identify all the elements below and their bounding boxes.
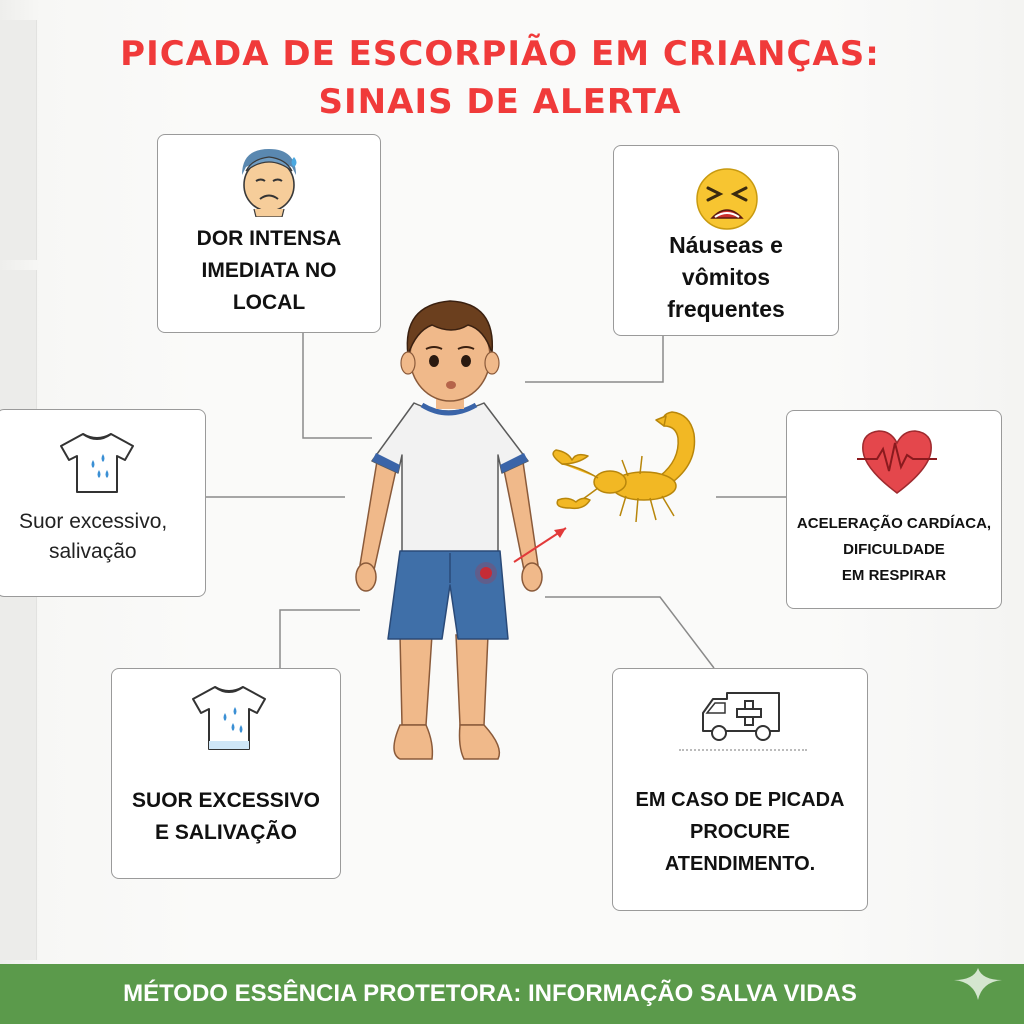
footer-text: MÉTODO ESSÊNCIA PROTETORA: INFORMAÇÃO SALVA VIDAS [123, 980, 857, 1007]
card-sweat-left-line-2: salivação [49, 540, 137, 563]
card-heart [786, 410, 1002, 609]
card-help-line-2: PROCURE [689, 821, 790, 843]
sparkle-icon [952, 966, 1004, 1002]
title-line-1: PICADA DE ESCORPIÃO EM CRIANÇAS: [120, 34, 880, 74]
card-pain-line-1: DOR INTENSA [196, 227, 342, 250]
card-sweat-left-line-1: Suor excessivo, [19, 510, 168, 533]
card-help-line-3: ATENDIMENTO. [664, 853, 816, 875]
card-pain [157, 134, 381, 333]
card-heart-line-2: DIFICULDADE [843, 541, 945, 558]
heartbeat-icon [857, 427, 937, 497]
card-help [612, 668, 868, 911]
ambulance-icon [699, 687, 783, 743]
footer-banner [0, 964, 1024, 1024]
sad-face-icon [234, 145, 304, 217]
title-line-2: SINAIS DE ALERTA [318, 82, 682, 122]
card-pain-line-2: IMEDIATA NO [201, 259, 337, 282]
card-nausea-line-1: Náuseas e [669, 232, 783, 258]
card-heart-line-3: EM RESPIRAR [841, 567, 947, 584]
card-sweat-bottom [111, 668, 341, 879]
sweaty-shirt-icon [57, 430, 137, 496]
card-pain-line-3: LOCAL [232, 291, 306, 314]
nauseous-face-icon [692, 166, 762, 232]
card-sweat-left [0, 409, 206, 597]
card-heart-line-1: ACELERAÇÃO CARDÍACA, [796, 515, 992, 532]
card-sweat-bottom-line-2: E SALIVAÇÃO [155, 821, 297, 844]
card-nausea-line-2: vômitos [681, 264, 771, 290]
scorpion-illustration [548, 404, 708, 534]
separator-dashes [679, 749, 807, 751]
card-sweat-bottom-line-1: SUOR EXCESSIVO [132, 789, 320, 812]
card-nausea [613, 145, 839, 336]
card-nausea-line-3: frequentes [667, 296, 785, 322]
card-help-line-1: EM CASO DE PICADA [635, 789, 845, 811]
sweaty-shirt-icon [189, 683, 269, 753]
